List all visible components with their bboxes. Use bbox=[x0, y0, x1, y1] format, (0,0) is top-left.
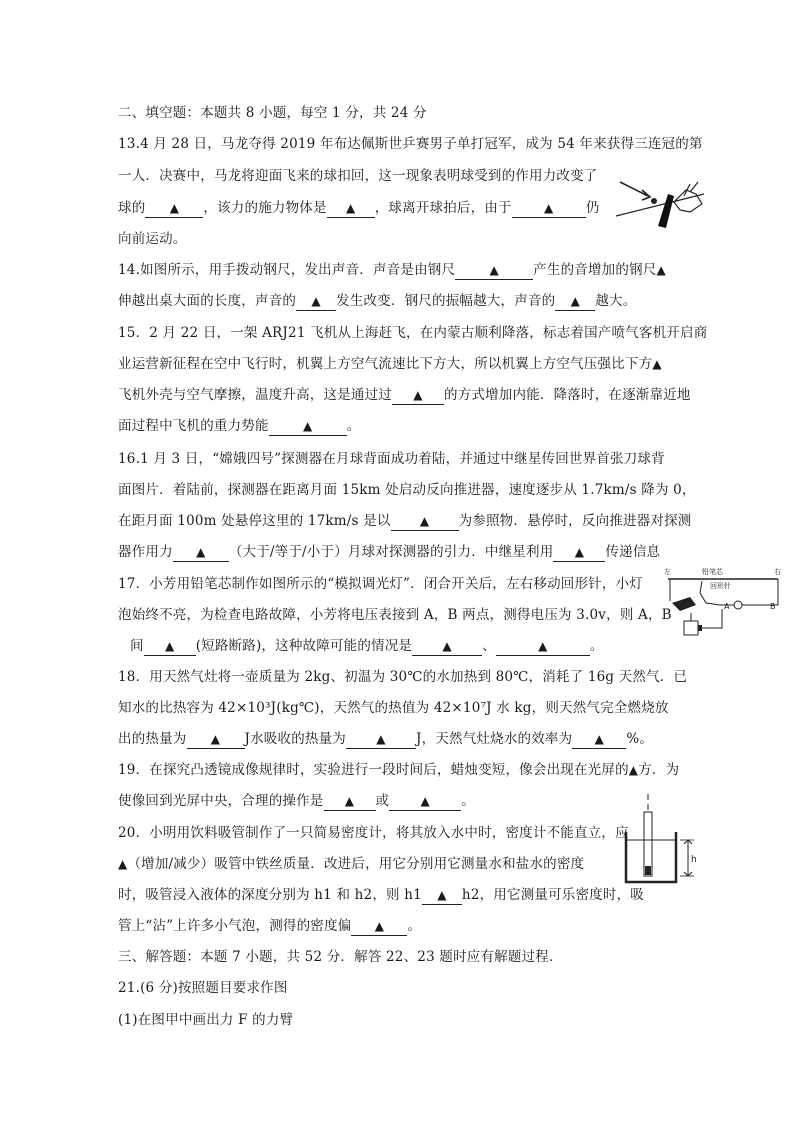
q18-line-3: 出的热量为 ▲ J水吸收的热量为 ▲ J，天然气灶烧水的效率为 ▲ %。 bbox=[118, 731, 654, 747]
answer-blank[interactable]: ▲ bbox=[391, 513, 459, 531]
answer-blank[interactable]: ▲ bbox=[173, 544, 229, 562]
q18-line-2: 知水的比热容为 42×10³J(kg℃)，天然气的热值为 42×10⁷J 水 kg，则天然气完全燃烧放 bbox=[118, 700, 669, 716]
q16-line-1: 16.1 月 3 日，“嫦娥四号”探测器在月球背面成功着陆，并通过中继星传回世界首张刀球背 bbox=[118, 451, 665, 467]
section-2-title: 二、填空题：本题共 8 小题，每空 1 分，共 24 分 bbox=[118, 105, 427, 121]
answer-blank[interactable]: ▲ bbox=[392, 387, 444, 405]
q17-figure-dimmer-circuit bbox=[662, 565, 784, 643]
q14-line-2: 伸越出桌大面的长度，声音的 ▲ 发生改变．钢尺的振幅越大，声音的 ▲ 越大。 bbox=[118, 293, 637, 309]
answer-blank[interactable]: ▲ bbox=[187, 731, 245, 749]
q20-line-2: ▲（增加/减少）吸管中铁丝质量．改进后，用它分别用它测量水和盐水的密度 bbox=[118, 856, 585, 872]
q21-line-2: (1)在图甲中画出力 F 的力臂 bbox=[118, 1012, 294, 1028]
q13-line-1: 13.4 月 28 日，马龙夺得 2019 年布达佩斯世乒赛男子单打冠军，成为 54 年来获得三连冠的第 bbox=[118, 136, 703, 152]
q13-line-4: 向前运动。 bbox=[118, 231, 187, 247]
answer-blank[interactable]: ▲ bbox=[389, 793, 461, 811]
fig17-right-label: 右 bbox=[774, 568, 781, 576]
q20-figure-densimeter-beaker bbox=[618, 790, 702, 886]
q13-line-2: 一人．决赛中，马龙将迎面飞来的球扣回，这一现象表明球受到的作用力改变了 bbox=[118, 168, 598, 184]
q15-line-4: 面过程中飞机的重力势能 ▲ 。 bbox=[118, 418, 361, 434]
q16-line-2: 面图片．着陆前，探测器在距离月面 15km 处启动反向推进器，速度逐步从 1.7km/s 降为 0， bbox=[118, 482, 696, 498]
fig17-top-label: 铅笔芯 bbox=[702, 568, 723, 576]
answer-blank[interactable]: ▲ bbox=[346, 731, 416, 749]
q16-line-4: 器作用力 ▲ （大于/等于/小于）月球对探测器的引力．中继星利用 ▲ 传递信息 bbox=[118, 544, 661, 560]
q13-figure-ping-pong bbox=[610, 172, 710, 234]
fig20-h-label: h bbox=[691, 855, 697, 865]
fig17-clip-label: 回形针 bbox=[710, 582, 731, 590]
q20-line-3: 时，吸管浸入液体的深度分别为 h1 和 h2，则 h1 ▲ h2，用它测量可乐密度时，吸 bbox=[118, 887, 645, 903]
answer-blank[interactable]: ▲ bbox=[496, 638, 590, 656]
q13-line-3 bbox=[118, 198, 599, 218]
fig17-b-label: B bbox=[770, 602, 776, 611]
q18-line-1: 18．用天然气灶将一壶质量为 2kg、初温为 30℃的水加热到 80℃，消耗了 16g 天然气．已 bbox=[118, 669, 688, 685]
q21-line-1: 21.(6 分)按照题目要求作图 bbox=[118, 980, 288, 996]
section-3-title: 三、解答题：本题 7 小题，共 52 分．解答 22、23 题时应有解题过程． bbox=[118, 949, 563, 965]
answer-blank[interactable]: ▲ bbox=[555, 293, 595, 311]
q19-line-2: 使像回到光屏中央，合理的操作是 ▲ 或 ▲ 。 bbox=[118, 793, 475, 809]
fig17-a-label: A bbox=[724, 602, 730, 611]
answer-blank[interactable]: ▲ bbox=[553, 544, 605, 562]
q13-text-a: 球的 bbox=[118, 200, 146, 216]
q20-line-1: 20．小明用饮料吸管制作了一只简易密度计，将其放入水中时，密度计不能直立，应 bbox=[118, 825, 629, 841]
q20-line-4: 管上“沾”上许多小气泡，测得的密度偏 ▲ 。 bbox=[118, 918, 422, 934]
answer-blank[interactable]: ▲ bbox=[351, 918, 407, 936]
answer-blank[interactable]: ▲ bbox=[296, 293, 336, 311]
q13-text-b: ，该力的施力物体是 bbox=[203, 200, 327, 216]
q15-line-1: 15．2 月 22 日，一架 ARJ21 飞机从上海赶飞，在内蒙古顺利降落，标志着国产喷气客机开启商 bbox=[118, 325, 708, 341]
q13-text-c: ，球离开球拍后，由于 bbox=[374, 200, 512, 216]
answer-blank[interactable]: ▲ bbox=[145, 200, 203, 218]
q16-line-3: 在距月面 100m 处悬停这里的 17km/s 是以 ▲ 为参照物．悬停时，反向推进器对探测 bbox=[118, 513, 692, 529]
q17-line-1: 17．小芳用铅笔芯制作如图所示的“模拟调光灯”．闭合开关后，左右移动回形针，小灯 bbox=[118, 576, 643, 592]
answer-blank[interactable]: ▲ bbox=[422, 887, 462, 905]
q13-text-d: 仍 bbox=[585, 200, 600, 216]
answer-blank[interactable]: ▲ bbox=[327, 200, 375, 218]
answer-blank[interactable]: ▲ bbox=[324, 793, 376, 811]
q15-line-2: 业运营新征程在空中飞行时，机翼上方空气流速比下方大，所以机翼上方空气压强比下方▲ bbox=[118, 356, 662, 372]
q17-line-2: 泡始终不亮，为检查电路故障，小芳将电压表接到 A，B 两点，测得电压为 3.0v，则 A，B bbox=[118, 607, 672, 623]
answer-blank[interactable]: ▲ bbox=[412, 638, 482, 656]
answer-blank[interactable]: ▲ bbox=[269, 418, 347, 436]
q14-line-1: 14.如图所示，用手拨动钢尺，发出声音．声音是由钢尺 ▲ 产生的音增加的钢尺▲ bbox=[118, 262, 666, 278]
fig17-left-label: 左 bbox=[664, 568, 671, 576]
q15-line-3: 飞机外壳与空气摩擦，温度升高，这是通过过 ▲ 的方式增加内能．降落时，在逐渐靠近地 bbox=[118, 387, 691, 403]
q19-line-1: 19．在探究凸透镜成像规律时，实验进行一段时间后，蜡烛变短，像会出现在光屏的▲方．为 bbox=[118, 762, 680, 778]
answer-blank[interactable]: ▲ bbox=[455, 262, 533, 280]
q17-line-3: 间 ▲ (短路断路)，这种故障可能的情况是 ▲ 、 ▲ 。 bbox=[130, 638, 604, 654]
answer-blank[interactable]: ▲ bbox=[512, 200, 586, 218]
answer-blank[interactable]: ▲ bbox=[572, 731, 626, 749]
answer-blank[interactable]: ▲ bbox=[144, 638, 196, 656]
